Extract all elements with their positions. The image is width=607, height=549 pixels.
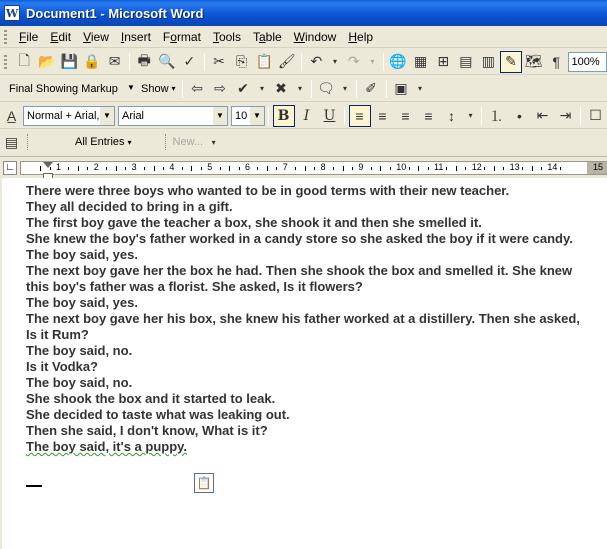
ruler-number: 7 <box>282 162 288 172</box>
paragraph[interactable]: The boy said, it's a puppy. <box>26 439 188 454</box>
new-document-icon[interactable]: 🗋 <box>18 51 30 68</box>
show-hide-icon[interactable]: ¶ <box>552 53 561 70</box>
show-label: Show <box>141 82 169 95</box>
reviewing-pane-icon[interactable]: ▣ <box>394 80 408 96</box>
document-text-area[interactable] <box>26 183 586 490</box>
ruler-tick <box>343 166 344 171</box>
paragraph[interactable]: The next boy gave her the box he had. Then she shook the box and smelled it. She knew this boy's father was a florist. She asked, Is it flowers? <box>26 263 573 294</box>
ruler-tick <box>78 166 79 171</box>
reviewing-toolbar <box>0 76 607 102</box>
paste-icon[interactable]: 📋 <box>255 53 273 69</box>
paragraph[interactable]: She shook the box and it started to leak. <box>26 391 276 406</box>
document-map-icon[interactable]: 🗺 <box>524 53 543 69</box>
print-icon[interactable]: 🖶 <box>137 51 151 68</box>
paragraph[interactable]: The boy said, no. <box>26 343 133 358</box>
bold-button[interactable]: B <box>273 105 295 127</box>
ruler-number: 10 <box>396 162 407 172</box>
ruler-tick <box>154 166 155 171</box>
tables-borders-icon[interactable]: ▦ <box>414 53 428 69</box>
ruler-tick <box>371 167 372 170</box>
separator <box>344 107 345 125</box>
ruler-tick <box>182 167 183 170</box>
first-line-indent-icon[interactable] <box>43 162 53 168</box>
ruler-tick <box>257 167 258 170</box>
separator <box>165 134 166 150</box>
ruler-right-margin[interactable]: 15 <box>587 162 607 174</box>
line-spacing-icon[interactable]: ↕ <box>448 107 455 124</box>
chevron-down-icon: ▾ <box>127 137 132 147</box>
text-cursor <box>26 485 42 487</box>
ruler-tick <box>87 167 88 170</box>
toolbar-grip[interactable] <box>4 55 7 69</box>
decrease-indent-icon[interactable]: ⇤ <box>536 107 549 123</box>
align-center-icon[interactable]: ≡ <box>378 107 387 124</box>
accept-dropdown-icon[interactable]: ▾ <box>260 84 265 93</box>
toolbar-options-icon[interactable]: ▾ <box>211 137 216 147</box>
page-edge <box>0 178 2 549</box>
paragraph[interactable]: The boy said, yes. <box>26 247 138 262</box>
columns-icon[interactable]: ▥ <box>481 53 496 69</box>
menu-view[interactable]: View <box>83 29 109 44</box>
paragraph[interactable]: The first boy gave the teacher a box, she shook it and then she smelled it. <box>26 215 482 230</box>
ruler-number: 6 <box>245 162 251 172</box>
display-for-review-value: Final Showing Markup <box>9 82 118 95</box>
insert-comment-icon[interactable]: 🗨 <box>317 80 335 96</box>
paragraph[interactable]: They all decided to bring in a gift. <box>26 199 233 214</box>
separator <box>268 107 269 125</box>
reviewing-pane-dropdown-icon[interactable]: ▾ <box>418 84 423 93</box>
paragraph[interactable]: The boy said, yes. <box>26 295 138 310</box>
title-bar[interactable] <box>0 0 607 26</box>
ruler-number: 8 <box>320 162 326 172</box>
paste-options-icon[interactable]: 📋 <box>194 473 214 493</box>
paragraph[interactable]: The next boy gave her his box, she knew his father worked at a distillery. Then she asked, Is it Rum? <box>26 311 580 342</box>
separator <box>356 80 357 98</box>
font-dropdown[interactable] <box>118 106 228 126</box>
ruler-tick <box>541 167 542 170</box>
ruler-tick <box>40 166 41 171</box>
separator <box>182 80 183 98</box>
ruler-tick <box>503 167 504 170</box>
menu-help[interactable]: Help <box>348 29 374 44</box>
next-change-icon[interactable]: ⇨ <box>214 80 226 96</box>
ruler-tick <box>295 167 296 170</box>
styles-formatting-icon[interactable]: A̲ <box>6 107 17 124</box>
menu-grip[interactable] <box>4 30 7 44</box>
separator <box>386 80 387 98</box>
ruler-number: 14 <box>547 162 558 172</box>
reject-dropdown-icon[interactable]: ▾ <box>298 84 303 93</box>
ruler-tick <box>409 167 410 170</box>
ruler-tick <box>390 167 391 170</box>
ruler-tick <box>560 167 561 170</box>
ruler-tick <box>494 166 495 171</box>
print-preview-icon[interactable]: 🔍 <box>158 53 176 69</box>
standard-toolbar <box>0 49 607 75</box>
ruler-tick <box>418 166 419 171</box>
ruler-tick <box>239 167 240 170</box>
ruler-tick <box>144 167 145 170</box>
ruler-tick <box>116 166 117 171</box>
ruler-tick <box>484 167 485 170</box>
ruler-strip[interactable] <box>20 161 607 175</box>
insert-table-icon[interactable]: ⊞ <box>437 53 450 69</box>
menu-table[interactable]: Table <box>252 29 282 44</box>
ruler-tick <box>446 167 447 170</box>
spelling-icon[interactable]: ✓ <box>183 53 196 69</box>
copy-icon[interactable]: ⎘ <box>235 53 248 69</box>
ruler-tick <box>163 167 164 170</box>
insert-excel-icon[interactable]: ▤ <box>459 53 473 69</box>
ruler-tick <box>465 167 466 170</box>
separator <box>311 80 312 98</box>
ruler-tick <box>333 167 334 170</box>
chevron-down-icon[interactable]: ▼ <box>124 79 138 97</box>
horizontal-ruler[interactable] <box>0 156 607 178</box>
undo-dropdown-icon[interactable]: ▾ <box>333 57 338 66</box>
menu-window[interactable]: Window <box>293 29 337 44</box>
cut-icon[interactable]: ✂ <box>213 53 225 69</box>
separator <box>481 107 482 125</box>
track-changes-icon[interactable]: ✐ <box>365 80 377 96</box>
autotext-toolbar <box>0 130 607 154</box>
menu-format[interactable]: Format <box>162 29 201 44</box>
paragraph[interactable]: The boy said, no. <box>26 375 133 390</box>
menu-edit[interactable]: Edit <box>50 29 72 44</box>
ruler-number: 4 <box>169 162 175 172</box>
paragraph[interactable]: She knew the boy's father worked in a candy store so she asked the boy if it were candy. <box>26 231 573 246</box>
ruler-number: 3 <box>131 162 137 172</box>
ruler-tick <box>220 167 221 170</box>
ruler-number: 9 <box>358 162 364 172</box>
separator <box>580 107 581 125</box>
ruler-number: 1 <box>56 162 62 172</box>
ruler-tick <box>522 167 523 170</box>
formatting-toolbar <box>0 103 607 129</box>
ruler-number: 5 <box>207 162 213 172</box>
menu-insert[interactable]: Insert <box>120 29 151 44</box>
separator <box>129 53 130 71</box>
menu-tools[interactable]: Tools <box>212 29 241 44</box>
chevron-down-icon[interactable]: ▼ <box>250 107 264 125</box>
zoom-box[interactable]: 100% <box>568 52 607 72</box>
underline-button[interactable]: U <box>323 107 336 124</box>
ruler-tick <box>125 167 126 170</box>
ruler-tick <box>68 167 69 170</box>
word-app-icon[interactable]: W <box>5 6 19 20</box>
ruler-tick <box>314 167 315 170</box>
align-left-icon[interactable]: ≡ <box>349 105 371 127</box>
accept-change-icon[interactable]: ✔ <box>237 80 249 96</box>
justify-icon[interactable]: ≡ <box>424 107 433 124</box>
ruler-tick <box>106 167 107 170</box>
all-entries-dropdown[interactable] <box>72 136 135 148</box>
previous-change-icon[interactable]: ⇦ <box>191 80 203 96</box>
style-value: Normal + Arial, <box>27 109 100 122</box>
show-dropdown[interactable] <box>138 83 179 95</box>
numbering-icon[interactable]: ⒈ <box>489 107 504 124</box>
ruler-number: 12 <box>471 162 482 172</box>
comment-dropdown-icon[interactable]: ▾ <box>343 84 348 93</box>
bullets-icon[interactable]: • <box>517 107 522 124</box>
increase-indent-icon[interactable]: ⇥ <box>559 107 572 123</box>
chevron-down-icon[interactable]: ▼ <box>100 107 114 125</box>
paragraph[interactable]: There were three boys who wanted to be in good terms with their new teacher. <box>26 183 510 198</box>
tab-selector-icon[interactable]: ∟ <box>3 161 17 175</box>
new-autotext-label: New... <box>172 136 204 148</box>
paragraph[interactable]: Then she said, I don't know, What is it? <box>26 423 268 438</box>
email-icon[interactable]: ✉ <box>108 53 121 69</box>
ruler-tick <box>50 167 51 170</box>
ruler-number: 11 <box>434 162 444 172</box>
paragraph[interactable]: Is it Vodka? <box>26 359 98 374</box>
chevron-down-icon: ▾ <box>171 84 176 93</box>
ruler-tick <box>229 166 230 171</box>
ruler-number: 2 <box>93 162 99 172</box>
drawing-icon[interactable]: ✎ <box>500 51 522 73</box>
format-painter-icon[interactable]: 🖌 <box>277 53 296 69</box>
new-autotext-button[interactable] <box>170 136 207 148</box>
display-for-review-dropdown[interactable] <box>6 79 138 99</box>
paragraph[interactable]: She decided to taste what was leaking out. <box>26 407 290 422</box>
ruler-tick <box>201 167 202 170</box>
outside-border-icon[interactable]: ☐ <box>589 107 602 123</box>
menu-file[interactable]: File <box>19 29 39 44</box>
undo-icon[interactable]: ↶ <box>310 53 323 69</box>
document-page[interactable] <box>0 178 607 549</box>
all-entries-label: All Entries <box>75 136 125 148</box>
permission-icon[interactable]: 🔒 <box>83 53 101 69</box>
font-size-value: 10 <box>235 109 248 122</box>
redo-icon[interactable]: ↷ <box>347 53 360 69</box>
style-dropdown[interactable] <box>23 106 115 126</box>
chevron-down-icon[interactable]: ▼ <box>213 107 227 125</box>
line-spacing-dropdown-icon[interactable]: ▾ <box>468 111 473 120</box>
ruler-tick <box>305 166 306 171</box>
separator <box>383 53 384 71</box>
save-icon[interactable]: 💾 <box>60 53 79 69</box>
reject-change-icon[interactable]: ✖ <box>275 80 287 96</box>
ruler-tick <box>532 166 533 171</box>
window-title: Document1 - Microsoft Word <box>26 5 204 21</box>
ruler-tick <box>191 166 192 171</box>
hyperlink-icon[interactable]: 🌐 <box>389 53 407 69</box>
ruler-number: 13 <box>509 162 520 172</box>
ruler-tick <box>380 166 381 171</box>
separator <box>301 53 302 71</box>
redo-dropdown-icon[interactable]: ▾ <box>370 57 375 66</box>
ruler-tick <box>276 167 277 170</box>
ruler-tick <box>267 166 268 171</box>
menu-bar <box>0 26 607 48</box>
ruler-tick <box>428 167 429 170</box>
italic-button[interactable]: I <box>303 107 310 124</box>
font-size-dropdown[interactable] <box>231 106 265 126</box>
font-value: Arial <box>122 109 145 122</box>
ruler-tick <box>352 167 353 170</box>
separator <box>27 134 28 150</box>
ruler-tick <box>456 166 457 171</box>
autotext-icon[interactable]: ▤ <box>4 133 19 150</box>
open-folder-icon[interactable]: 📂 <box>38 53 56 69</box>
separator <box>204 53 205 71</box>
align-right-icon[interactable]: ≡ <box>401 107 410 124</box>
